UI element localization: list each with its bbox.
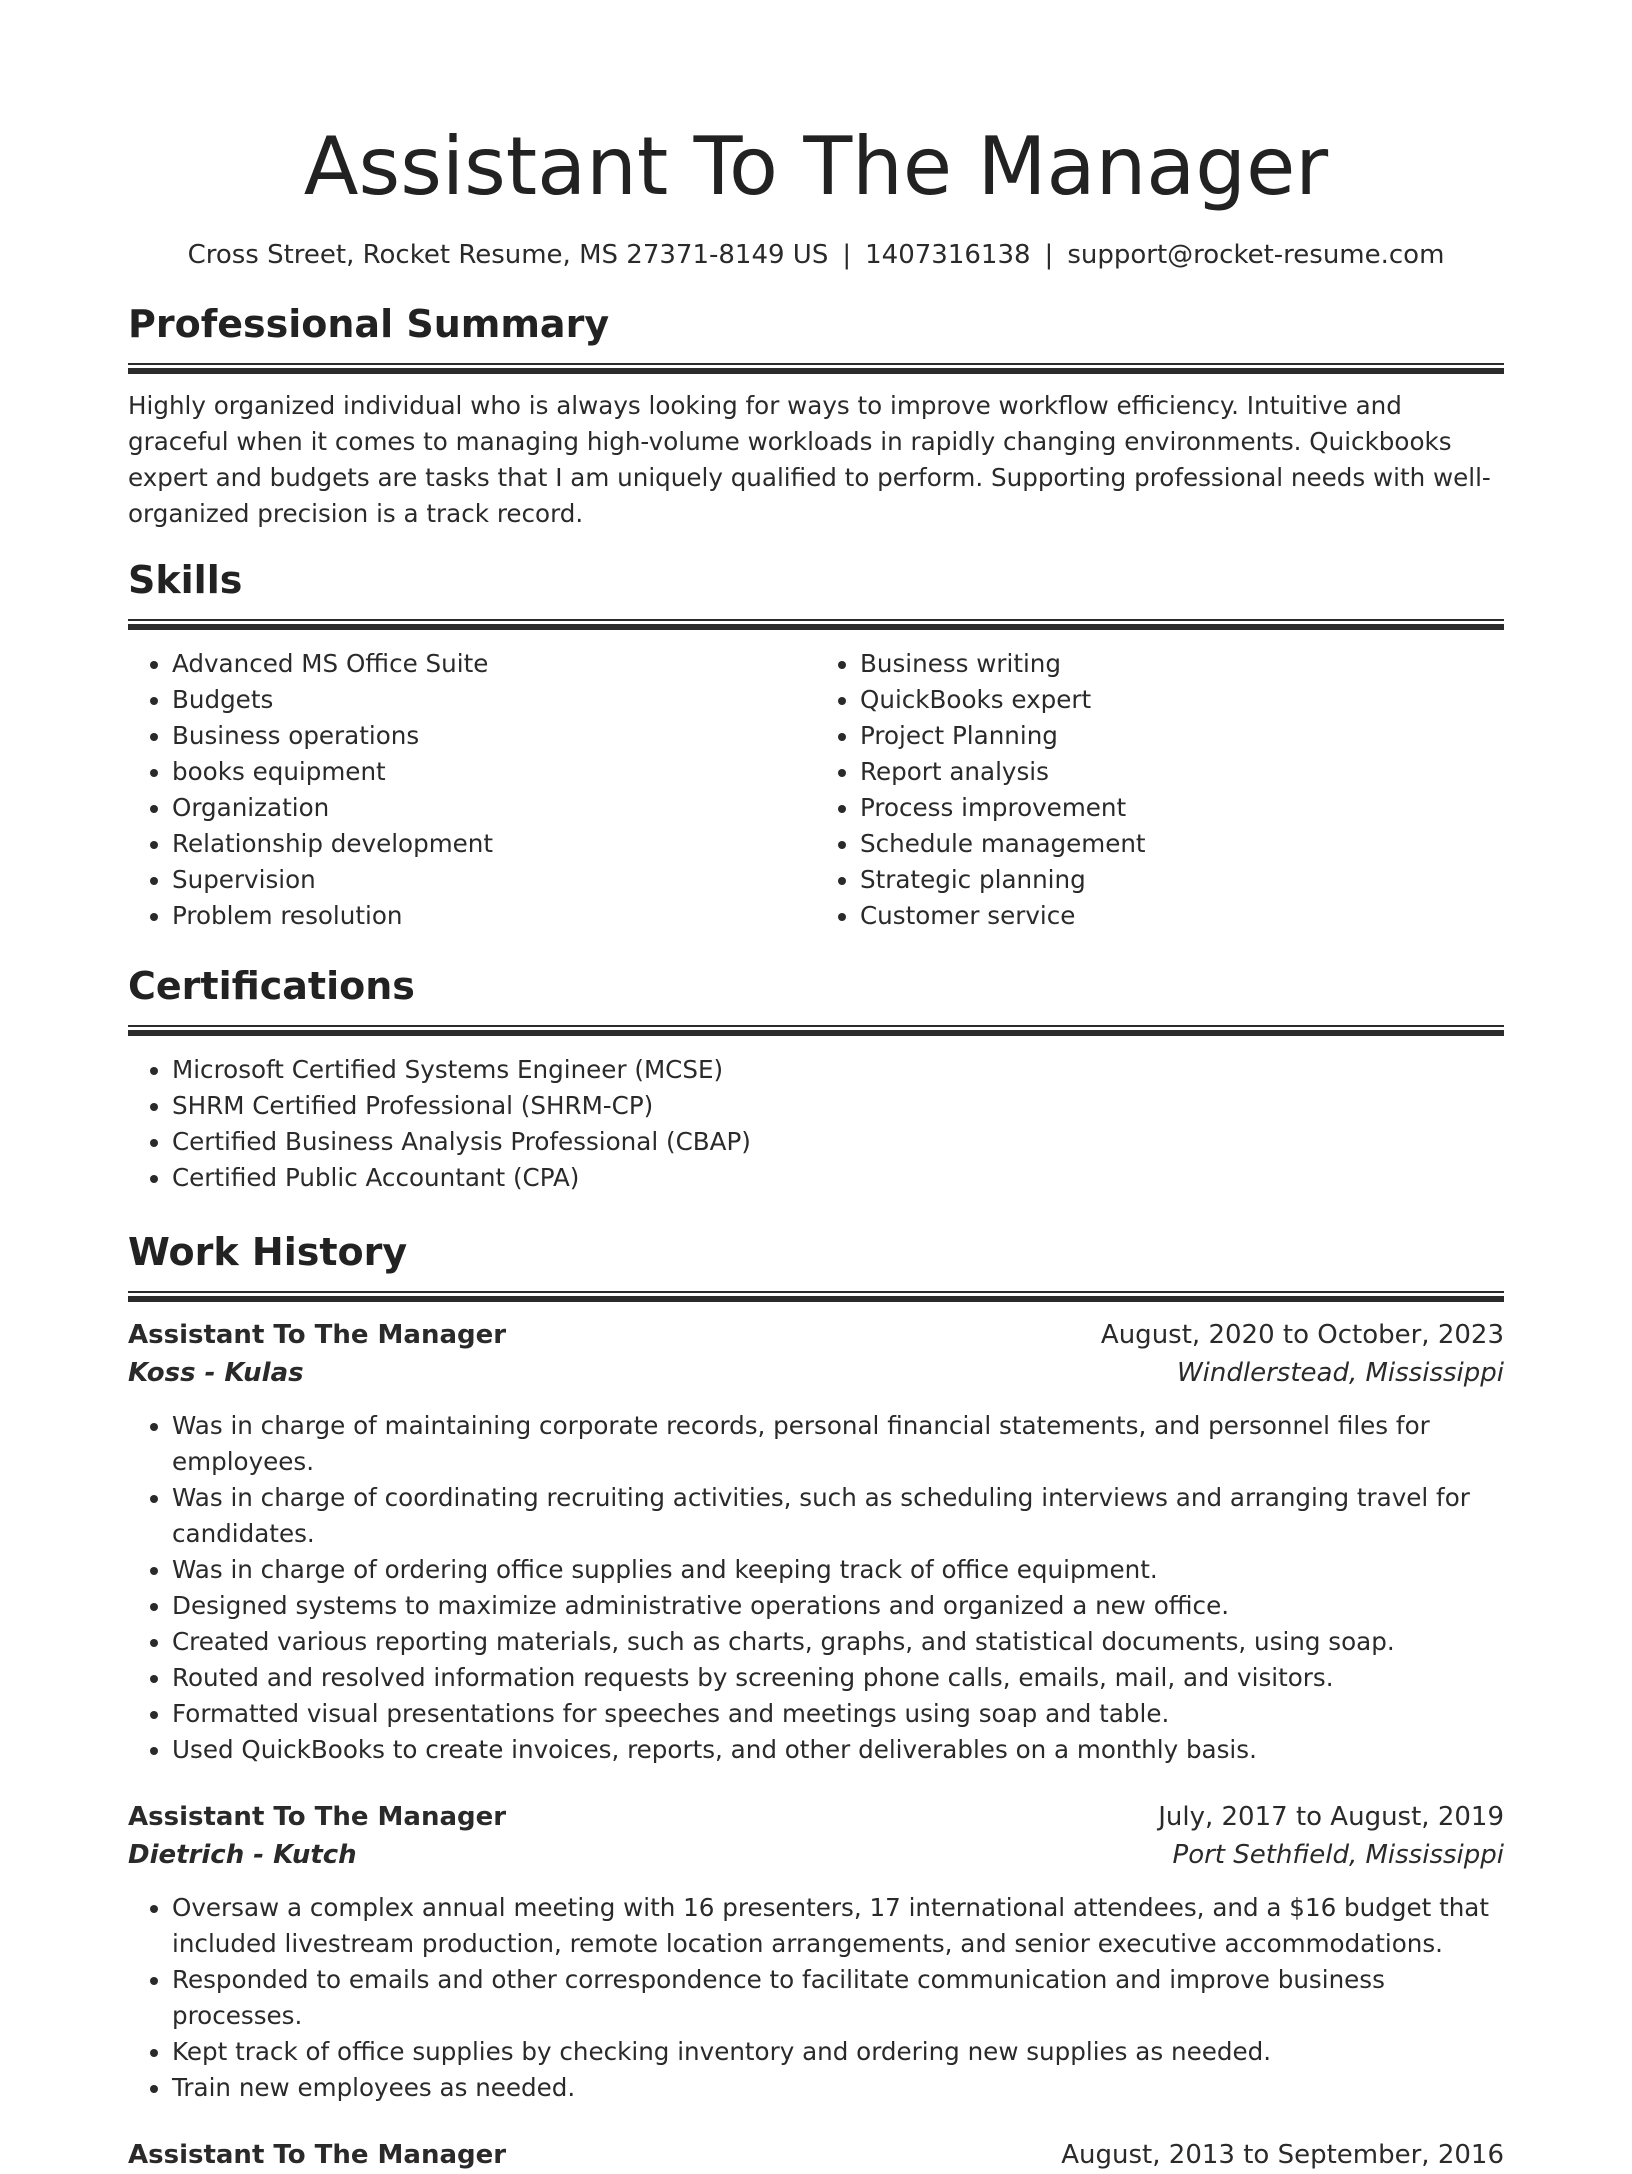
section-title-skills: Skills (128, 558, 243, 602)
list-item: • Project Planning (860, 718, 1504, 754)
section-divider (128, 363, 1504, 374)
job-title: Assistant To The Manager (128, 1320, 507, 1350)
list-item: • Schedule management (860, 826, 1504, 862)
list-item: • Microsoft Certified Systems Engineer (MCSE) (172, 1052, 1504, 1088)
email[interactable]: support@rocket-resume.com (1067, 240, 1445, 270)
phone: 1407316138 (865, 240, 1031, 270)
job-subheader (128, 1354, 1504, 1392)
section-title-work: Work History (128, 1230, 408, 1274)
summary-text: Highly organized individual who is always looking for ways to improve workflow efficiency. Intuitive and graceful when it comes to managing high-volume workloads in rapidly changing environments. Quickbooks expert and budgets are tasks that I am uniquely qualified to perform. Supporting professional needs with well-organized precision is a track record. (128, 391, 1491, 528)
list-item: • Customer service (860, 898, 1504, 934)
list-item: • Business operations (172, 718, 816, 754)
job-header (128, 2136, 1504, 2174)
section-divider (128, 619, 1504, 630)
certifications-section (128, 962, 1504, 1196)
job-title: Assistant To The Manager (128, 1802, 507, 1832)
list-item: • QuickBooks expert (860, 682, 1504, 718)
list-item: • Responded to emails and other correspondence to facilitate communication and improve business processes. (172, 1962, 1504, 2034)
list-item: • SHRM Certified Professional (SHRM-CP) (172, 1088, 1504, 1124)
job-header (128, 1798, 1504, 1836)
job-header (128, 1316, 1504, 1354)
list-item: • Strategic planning (860, 862, 1504, 898)
list-item: • Report analysis (860, 754, 1504, 790)
section-divider (128, 1291, 1504, 1302)
list-item: • Was in charge of ordering office supplies and keeping track of office equipment. (172, 1552, 1504, 1588)
list-item: • Problem resolution (172, 898, 816, 934)
job-bullets (128, 1408, 1504, 1768)
resume-name: Assistant To The Manager (303, 120, 1329, 213)
list-item: • Process improvement (860, 790, 1504, 826)
separator: | (842, 240, 852, 270)
list-item: • Train new employees as needed. (172, 2070, 1504, 2106)
list-item: • Certified Public Accountant (CPA) (172, 1160, 1504, 1196)
list-item: • Organization (172, 790, 816, 826)
list-item: • Used QuickBooks to create invoices, reports, and other deliverables on a monthly basis. (172, 1732, 1504, 1768)
skills-list-right (816, 646, 1504, 934)
skills-list-left (128, 646, 816, 934)
list-item: • books equipment (172, 754, 816, 790)
job-entry (128, 1798, 1504, 2106)
list-item: • Oversaw a complex annual meeting with 16 presenters, 17 international attendees, and a $16 budget that included livestream production, remote location arrangements, and senior executive accommodations. (172, 1890, 1504, 1962)
section-title-certifications: Certifications (128, 964, 415, 1008)
list-item: • Budgets (172, 682, 816, 718)
summary-section (128, 300, 1504, 532)
list-item: • Business writing (860, 646, 1504, 682)
list-item: • Supervision (172, 862, 816, 898)
job-location: Windlerstead, Mississippi (1176, 1358, 1504, 1388)
job-dates: July, 2017 to August, 2019 (1158, 1802, 1504, 1832)
list-item: • Was in charge of maintaining corporate records, personal financial statements, and personnel files for employees. (172, 1408, 1504, 1480)
skills-section (128, 556, 1504, 934)
job-company: Dietrich - Kutch (128, 1840, 357, 1870)
list-item: • Was in charge of coordinating recruiting activities, such as scheduling interviews and arranging travel for candidates. (172, 1480, 1504, 1552)
job-location: Port Sethfield, Mississippi (1172, 1840, 1504, 1870)
list-item: • Relationship development (172, 826, 816, 862)
section-title-summary: Professional Summary (128, 302, 610, 346)
list-item: • Routed and resolved information requests by screening phone calls, emails, mail, and visitors. (172, 1660, 1504, 1696)
section-divider (128, 1025, 1504, 1036)
list-item: • Advanced MS Office Suite (172, 646, 816, 682)
list-item: • Formatted visual presentations for speeches and meetings using soap and table. (172, 1696, 1504, 1732)
address: Cross Street, Rocket Resume, MS 27371-8149 US (187, 240, 829, 270)
job-title: Assistant To The Manager (128, 2140, 507, 2170)
contact-line (128, 238, 1504, 272)
job-dates: August, 2013 to September, 2016 (1061, 2140, 1504, 2170)
list-item: • Designed systems to maximize administrative operations and organized a new office. (172, 1588, 1504, 1624)
list-item: • Certified Business Analysis Professional (CBAP) (172, 1124, 1504, 1160)
skills-columns (128, 646, 1504, 934)
separator: | (1044, 240, 1054, 270)
job-entry (128, 2136, 1504, 2174)
job-subheader (128, 1836, 1504, 1874)
work-section (128, 1228, 1504, 2174)
job-company: Koss - Kulas (128, 1358, 304, 1388)
list-item: • Created various reporting materials, such as charts, graphs, and statistical documents, using soap. (172, 1624, 1504, 1660)
certifications-list (128, 1052, 1504, 1196)
job-dates: August, 2020 to October, 2023 (1100, 1320, 1504, 1350)
list-item: • Kept track of office supplies by checking inventory and ordering new supplies as needed. (172, 2034, 1504, 2070)
resume-page (128, 0, 1504, 2174)
job-entry (128, 1316, 1504, 1768)
job-bullets (128, 1890, 1504, 2106)
